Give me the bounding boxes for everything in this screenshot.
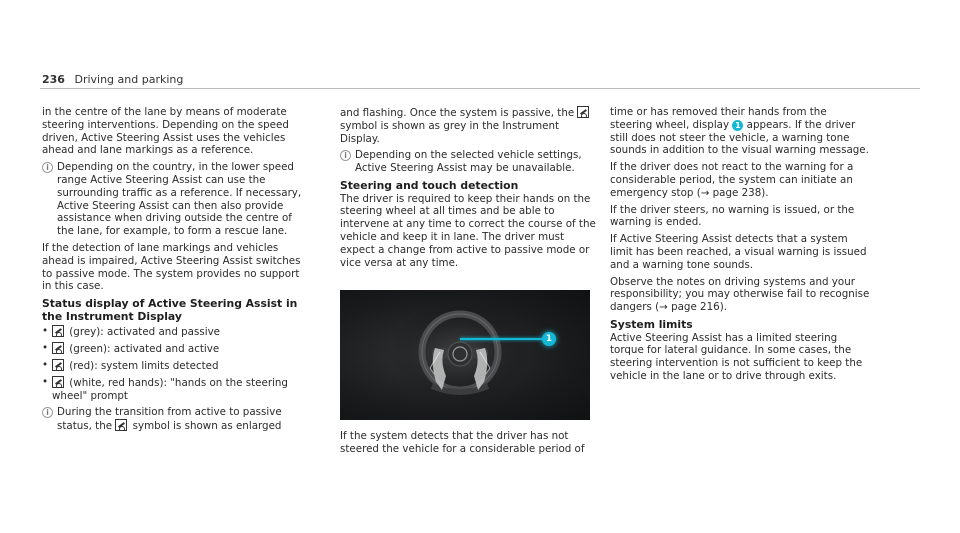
info-icon: i [42, 407, 53, 418]
note-transition: i During the transition from active to passive status, the symbol is shown as enlarged [42, 406, 304, 433]
column-1 [42, 106, 304, 437]
list-item: • (white, red hands): "hands on the steering wheel" prompt [42, 375, 288, 402]
arrow-icon: → [659, 301, 668, 314]
list-item: • (grey): activated and passive [42, 325, 220, 339]
column-2 [340, 106, 602, 273]
header-rule [40, 88, 920, 89]
steering-assist-icon [577, 106, 589, 118]
list-item: • (red): system limits detected [42, 358, 219, 372]
steering-assist-icon [52, 325, 64, 337]
steering-assist-icon [52, 342, 64, 354]
callout-line [460, 338, 542, 340]
list-item: • (green): activated and active [42, 342, 220, 356]
arrow-icon: → [700, 186, 710, 199]
section-title: Driving and parking [74, 73, 184, 86]
touch-detection-heading: Steering and touch detection [340, 178, 519, 192]
callout-marker: 1 [542, 332, 556, 346]
note-settings: i Depending on the selected vehicle settings, Active Steering Assist may be unavailable. [340, 149, 602, 175]
figure-caption: If the system detects that the driver has not steered the vehicle for a considerable period of [340, 430, 585, 455]
observe-notes-paragraph: Observe the notes on driving systems and your responsibility; you may otherwise fail to recognise dangers (→ page 216). [610, 275, 870, 314]
hands-removed-paragraph: time or has removed their hands from the steering wheel, display 1 appears. If the driver still does not steer the vehicle, a warning tone sounds in addition to the visual warning message. [610, 106, 869, 157]
system-limit-paragraph: If Active Steering Assist detects that a system limit has been reached, a visual warning is issued and a warning tone sounds. [610, 233, 867, 271]
system-limits-heading: System limits [610, 317, 693, 331]
steering-assist-icon [52, 376, 64, 388]
steering-assist-icon [52, 359, 64, 371]
steering-wheel-graphic [340, 290, 590, 420]
display-marker: 1 [732, 120, 743, 131]
info-icon: i [42, 162, 53, 173]
info-icon: i [340, 150, 351, 161]
flashing-paragraph: and flashing. Once the system is passive, the symbol is shown as grey in the Instrument Display. [340, 106, 602, 145]
page-number: 236 [42, 73, 65, 86]
emergency-stop-paragraph: If the driver does not react to the warning for a considerable period, the system can initiate an emergency stop (→ page 238). [610, 161, 854, 199]
page-reference[interactable]: page 238). [712, 186, 769, 199]
note-text: Depending on the country, in the lower speed range Active Steering Assist can use the surrounding traffic as a reference. If necessary, Active Steering Assist can then also provide assistance when driving outside the centre of the lane, for example, to form a rescue lane. [57, 161, 302, 238]
passive-mode-paragraph: If the detection of lane markings and vehicles ahead is impaired, Active Steering Assist switches to passive mode. The system provides no support in this case. [42, 241, 301, 293]
hands-on-wheel-illustration [340, 290, 590, 420]
steering-assist-icon [115, 419, 127, 431]
page-header [42, 73, 183, 86]
status-display-heading: Status display of Active Steering Assist in the Instrument Display [42, 297, 298, 323]
system-limits-paragraph: Active Steering Assist has a limited steering torque for lateral guidance. In some cases, the steering intervention is not sufficient to keep the vehicle in the lane or to drive through exits. [610, 331, 863, 382]
column-3 [610, 106, 872, 387]
steers-paragraph: If the driver steers, no warning is issued, or the warning is ended. [610, 203, 855, 229]
status-list [42, 325, 304, 402]
intro-paragraph: in the centre of the lane by means of moderate steering interventions. Depending on the speed driven, Active Steering Assist uses the vehicles ahead and lane markings as a reference. [42, 106, 289, 157]
page-reference[interactable]: page 216). [671, 301, 727, 314]
note-country [42, 161, 304, 238]
touch-detection-paragraph: The driver is required to keep their hands on the steering wheel at all times and be able to intervene at any time to correct the course of the vehicle and keep it in lane. The driver must expect a change from active to passive mode or vice versa at any time. [340, 192, 596, 269]
